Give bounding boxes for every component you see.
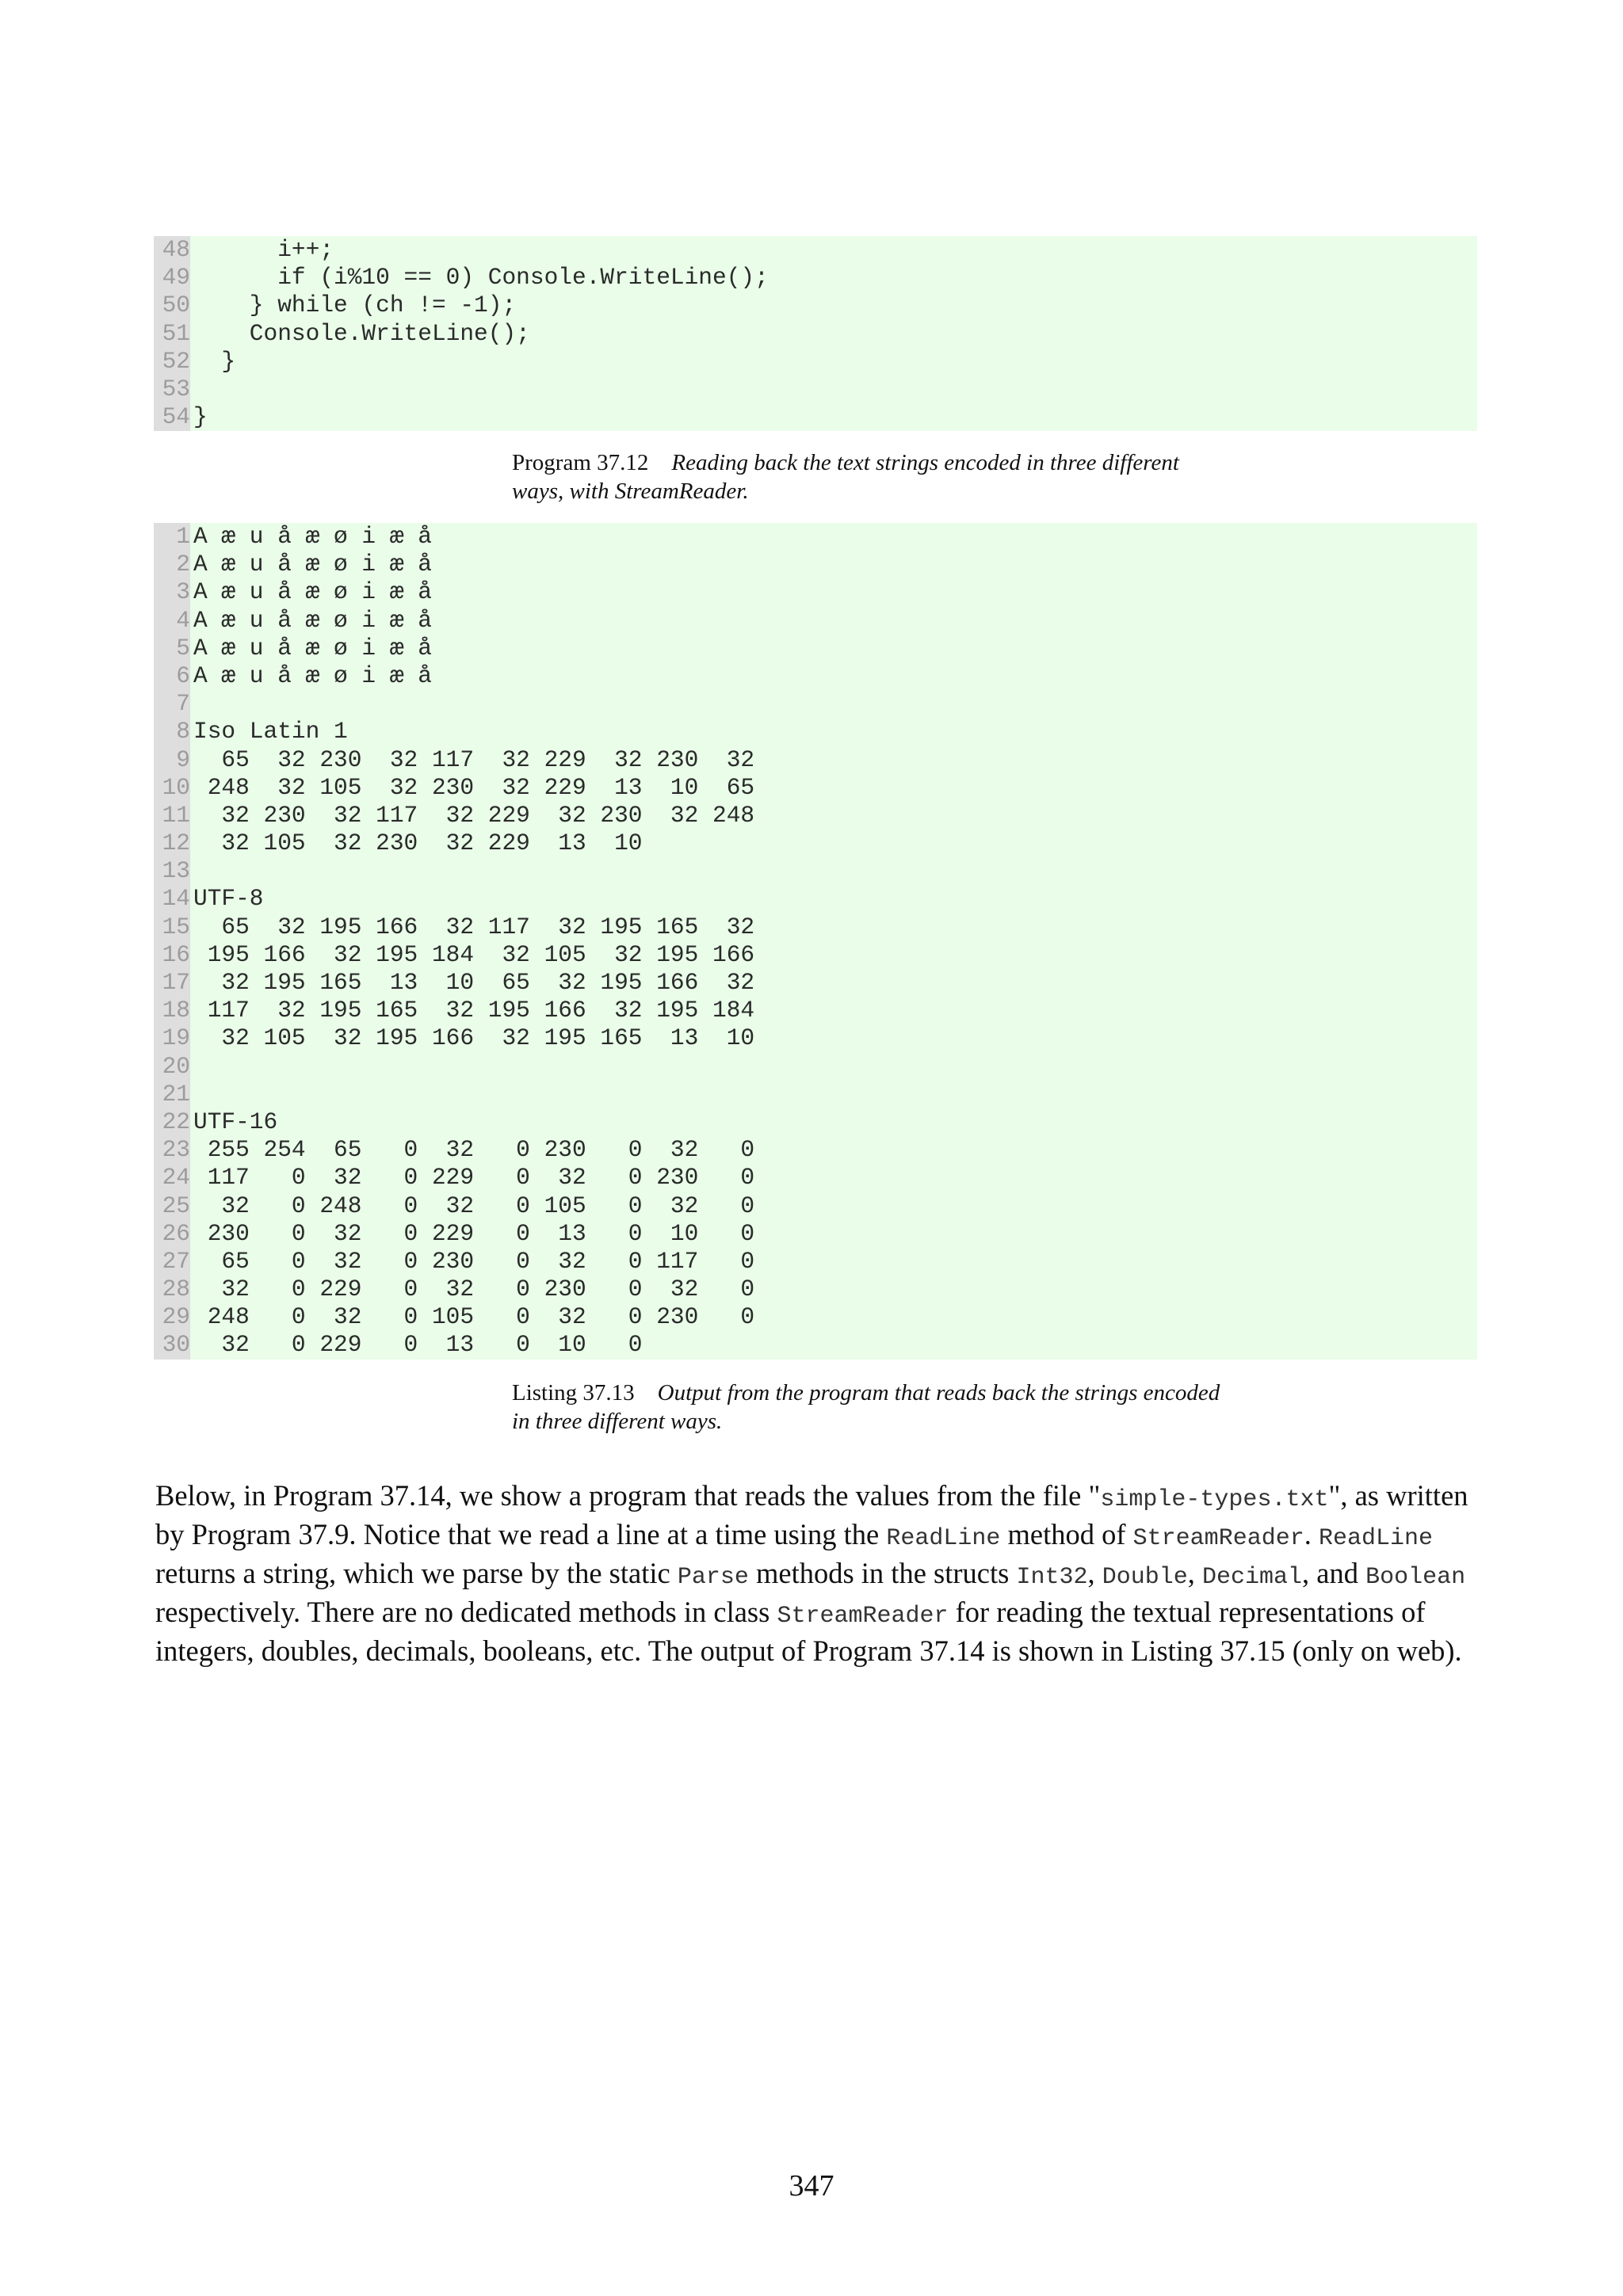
line-text <box>190 1081 193 1108</box>
line-text <box>190 1053 193 1081</box>
line-text: 65 32 195 166 32 117 32 195 165 32 <box>193 913 755 940</box>
line-text: A æ u å æ ø i æ å <box>193 551 432 578</box>
code-line <box>154 236 1477 264</box>
line-number: 14 <box>154 885 190 913</box>
line-text: 230 0 32 0 229 0 13 0 10 0 <box>193 1219 755 1247</box>
code-line <box>154 292 1477 319</box>
code-line <box>154 774 1477 802</box>
body-paragraph <box>155 1478 1487 1669</box>
line-text: Console.WriteLine(); <box>193 319 530 347</box>
paragraph-text: for reading the textual representations of integers, doubles, decimals, booleans, etc. The output of Program 37.14 is shown in Listing 37.15 (only on web). <box>155 1596 1462 1667</box>
line-number: 25 <box>154 1192 190 1220</box>
line-text: 32 105 32 230 32 229 13 10 <box>193 830 643 857</box>
line-text: 248 0 32 0 105 0 32 0 230 0 <box>193 1303 755 1331</box>
line-number: 22 <box>154 1108 190 1136</box>
line-text: 65 0 32 0 230 0 32 0 117 0 <box>193 1247 755 1275</box>
code-line <box>154 635 1477 662</box>
code-line <box>154 997 1477 1024</box>
line-number: 9 <box>154 746 190 774</box>
inline-code: simple-types.txt <box>1100 1486 1329 1513</box>
line-text: } <box>193 347 236 375</box>
line-text: } while (ch != -1); <box>193 292 517 319</box>
line-number: 13 <box>154 857 190 885</box>
paragraph-text: . <box>1304 1518 1319 1550</box>
line-text: A æ u å æ ø i æ å <box>193 634 432 662</box>
line-number: 18 <box>154 997 190 1024</box>
line-number: 54 <box>154 403 190 431</box>
code-line <box>154 607 1477 635</box>
line-text: 32 0 229 0 32 0 230 0 32 0 <box>193 1276 755 1303</box>
code-line <box>154 1220 1477 1248</box>
line-number: 5 <box>154 635 190 662</box>
line-text: 32 0 229 0 13 0 10 0 <box>193 1331 643 1359</box>
line-text: 117 0 32 0 229 0 32 0 230 0 <box>193 1164 755 1192</box>
line-number: 3 <box>154 578 190 606</box>
line-text: } <box>193 403 208 431</box>
line-text: 248 32 105 32 230 32 229 13 10 65 <box>193 773 755 801</box>
code-line <box>154 403 1477 431</box>
inline-code: ReadLine <box>1318 1525 1433 1552</box>
line-number: 10 <box>154 774 190 802</box>
paragraph-text: methods in the structs <box>748 1557 1017 1589</box>
line-number: 17 <box>154 969 190 997</box>
code-line <box>154 1276 1477 1303</box>
line-number: 52 <box>154 348 190 376</box>
line-number: 16 <box>154 941 190 969</box>
code-line <box>154 690 1477 718</box>
code-line <box>154 376 1477 403</box>
code-line <box>154 718 1477 746</box>
line-number: 15 <box>154 913 190 941</box>
line-number: 11 <box>154 802 190 830</box>
line-number: 6 <box>154 662 190 690</box>
line-text <box>190 690 193 718</box>
inline-code: Boolean <box>1365 1564 1466 1591</box>
inline-code: Double <box>1102 1564 1188 1591</box>
code-line <box>154 885 1477 913</box>
paragraph-text: , <box>1187 1557 1202 1589</box>
line-number: 27 <box>154 1248 190 1276</box>
line-number: 26 <box>154 1220 190 1248</box>
line-text: i++; <box>193 236 334 263</box>
line-number: 8 <box>154 718 190 746</box>
line-text: 32 195 165 13 10 65 32 195 166 32 <box>193 969 755 996</box>
code-line <box>154 1331 1477 1359</box>
line-text: 255 254 65 0 32 0 230 0 32 0 <box>193 1136 755 1164</box>
program-caption-label: Program 37.12 <box>512 450 649 475</box>
code-line <box>154 746 1477 774</box>
code-line <box>154 857 1477 885</box>
line-text: A æ u å æ ø i æ å <box>193 662 432 689</box>
code-line <box>154 913 1477 941</box>
code-line <box>154 264 1477 292</box>
paragraph-text: ", as written by Program 37.9. Notice that we read a line at a time using the <box>155 1479 1468 1550</box>
code-line <box>154 1024 1477 1052</box>
line-text: 117 32 195 165 32 195 166 32 195 184 <box>193 997 755 1024</box>
code-line <box>154 578 1477 606</box>
inline-code: StreamReader <box>1132 1525 1304 1552</box>
listing-code-block <box>154 523 1477 1360</box>
inline-code: Decimal <box>1202 1564 1303 1591</box>
code-line <box>154 1108 1477 1136</box>
line-text: if (i%10 == 0) Console.WriteLine(); <box>193 264 769 292</box>
code-line <box>154 523 1477 551</box>
line-number: 30 <box>154 1331 190 1359</box>
paragraph-text: method of <box>1000 1518 1133 1550</box>
code-line <box>154 551 1477 578</box>
line-number: 21 <box>154 1081 190 1108</box>
listing-caption-text: Output from the program that reads back the strings encoded in three different ways. <box>512 1380 1220 1434</box>
line-number: 4 <box>154 607 190 635</box>
listing-caption <box>512 1379 1225 1436</box>
line-text: A æ u å æ ø i æ å <box>193 578 432 606</box>
line-number: 29 <box>154 1303 190 1331</box>
code-line <box>154 1053 1477 1081</box>
inline-code: Parse <box>677 1564 749 1591</box>
inline-code: StreamReader <box>777 1603 949 1630</box>
line-number: 49 <box>154 264 190 292</box>
line-number: 48 <box>154 236 190 264</box>
page-number: 347 <box>789 2169 834 2203</box>
line-number: 50 <box>154 292 190 319</box>
code-line <box>154 348 1477 376</box>
line-number: 1 <box>154 523 190 551</box>
line-number: 23 <box>154 1136 190 1164</box>
line-number: 12 <box>154 830 190 857</box>
line-number: 2 <box>154 551 190 578</box>
code-line <box>154 1303 1477 1331</box>
paragraph-text: , and <box>1302 1557 1366 1589</box>
code-line <box>154 320 1477 348</box>
line-text: Iso Latin 1 <box>193 718 348 746</box>
line-number: 20 <box>154 1053 190 1081</box>
line-text: A æ u å æ ø i æ å <box>193 523 432 550</box>
code-line <box>154 1081 1477 1108</box>
code-line <box>154 1192 1477 1220</box>
code-line <box>154 1248 1477 1276</box>
line-text: 32 0 248 0 32 0 105 0 32 0 <box>193 1192 755 1219</box>
code-line <box>154 1136 1477 1164</box>
line-text: UTF-8 <box>193 885 264 913</box>
line-text <box>190 857 193 885</box>
line-text: 65 32 230 32 117 32 229 32 230 32 <box>193 746 755 773</box>
code-line <box>154 941 1477 969</box>
paragraph-text: , <box>1087 1557 1102 1589</box>
inline-code: ReadLine <box>886 1525 1001 1552</box>
program-caption-text: Reading back the text strings encoded in three different ways, with StreamReader. <box>512 450 1179 504</box>
line-text: UTF-16 <box>193 1108 278 1135</box>
code-line <box>154 830 1477 857</box>
paragraph-text: returns a string, which we parse by the static <box>155 1557 678 1589</box>
listing-caption-label: Listing 37.13 <box>512 1380 635 1405</box>
inline-code: Int32 <box>1016 1564 1088 1591</box>
line-text: A æ u å æ ø i æ å <box>193 606 432 634</box>
code-line <box>154 662 1477 690</box>
line-text: 32 230 32 117 32 229 32 230 32 248 <box>193 801 755 829</box>
line-number: 53 <box>154 376 190 403</box>
line-number: 51 <box>154 320 190 348</box>
line-text: 195 166 32 195 184 32 105 32 195 166 <box>193 940 755 968</box>
program-caption <box>512 448 1225 505</box>
line-number: 7 <box>154 690 190 718</box>
line-number: 24 <box>154 1164 190 1192</box>
paragraph-text: Below, in Program 37.14, we show a program that reads the values from the file " <box>155 1479 1101 1512</box>
line-number: 19 <box>154 1024 190 1052</box>
line-number: 28 <box>154 1276 190 1303</box>
line-text: 32 105 32 195 166 32 195 165 13 10 <box>193 1024 755 1052</box>
paragraph-text: respectively. There are no dedicated methods in class <box>155 1596 777 1628</box>
line-text <box>190 376 193 403</box>
code-line <box>154 802 1477 830</box>
code-line <box>154 1164 1477 1192</box>
program-code-block <box>154 236 1477 431</box>
code-line <box>154 969 1477 997</box>
